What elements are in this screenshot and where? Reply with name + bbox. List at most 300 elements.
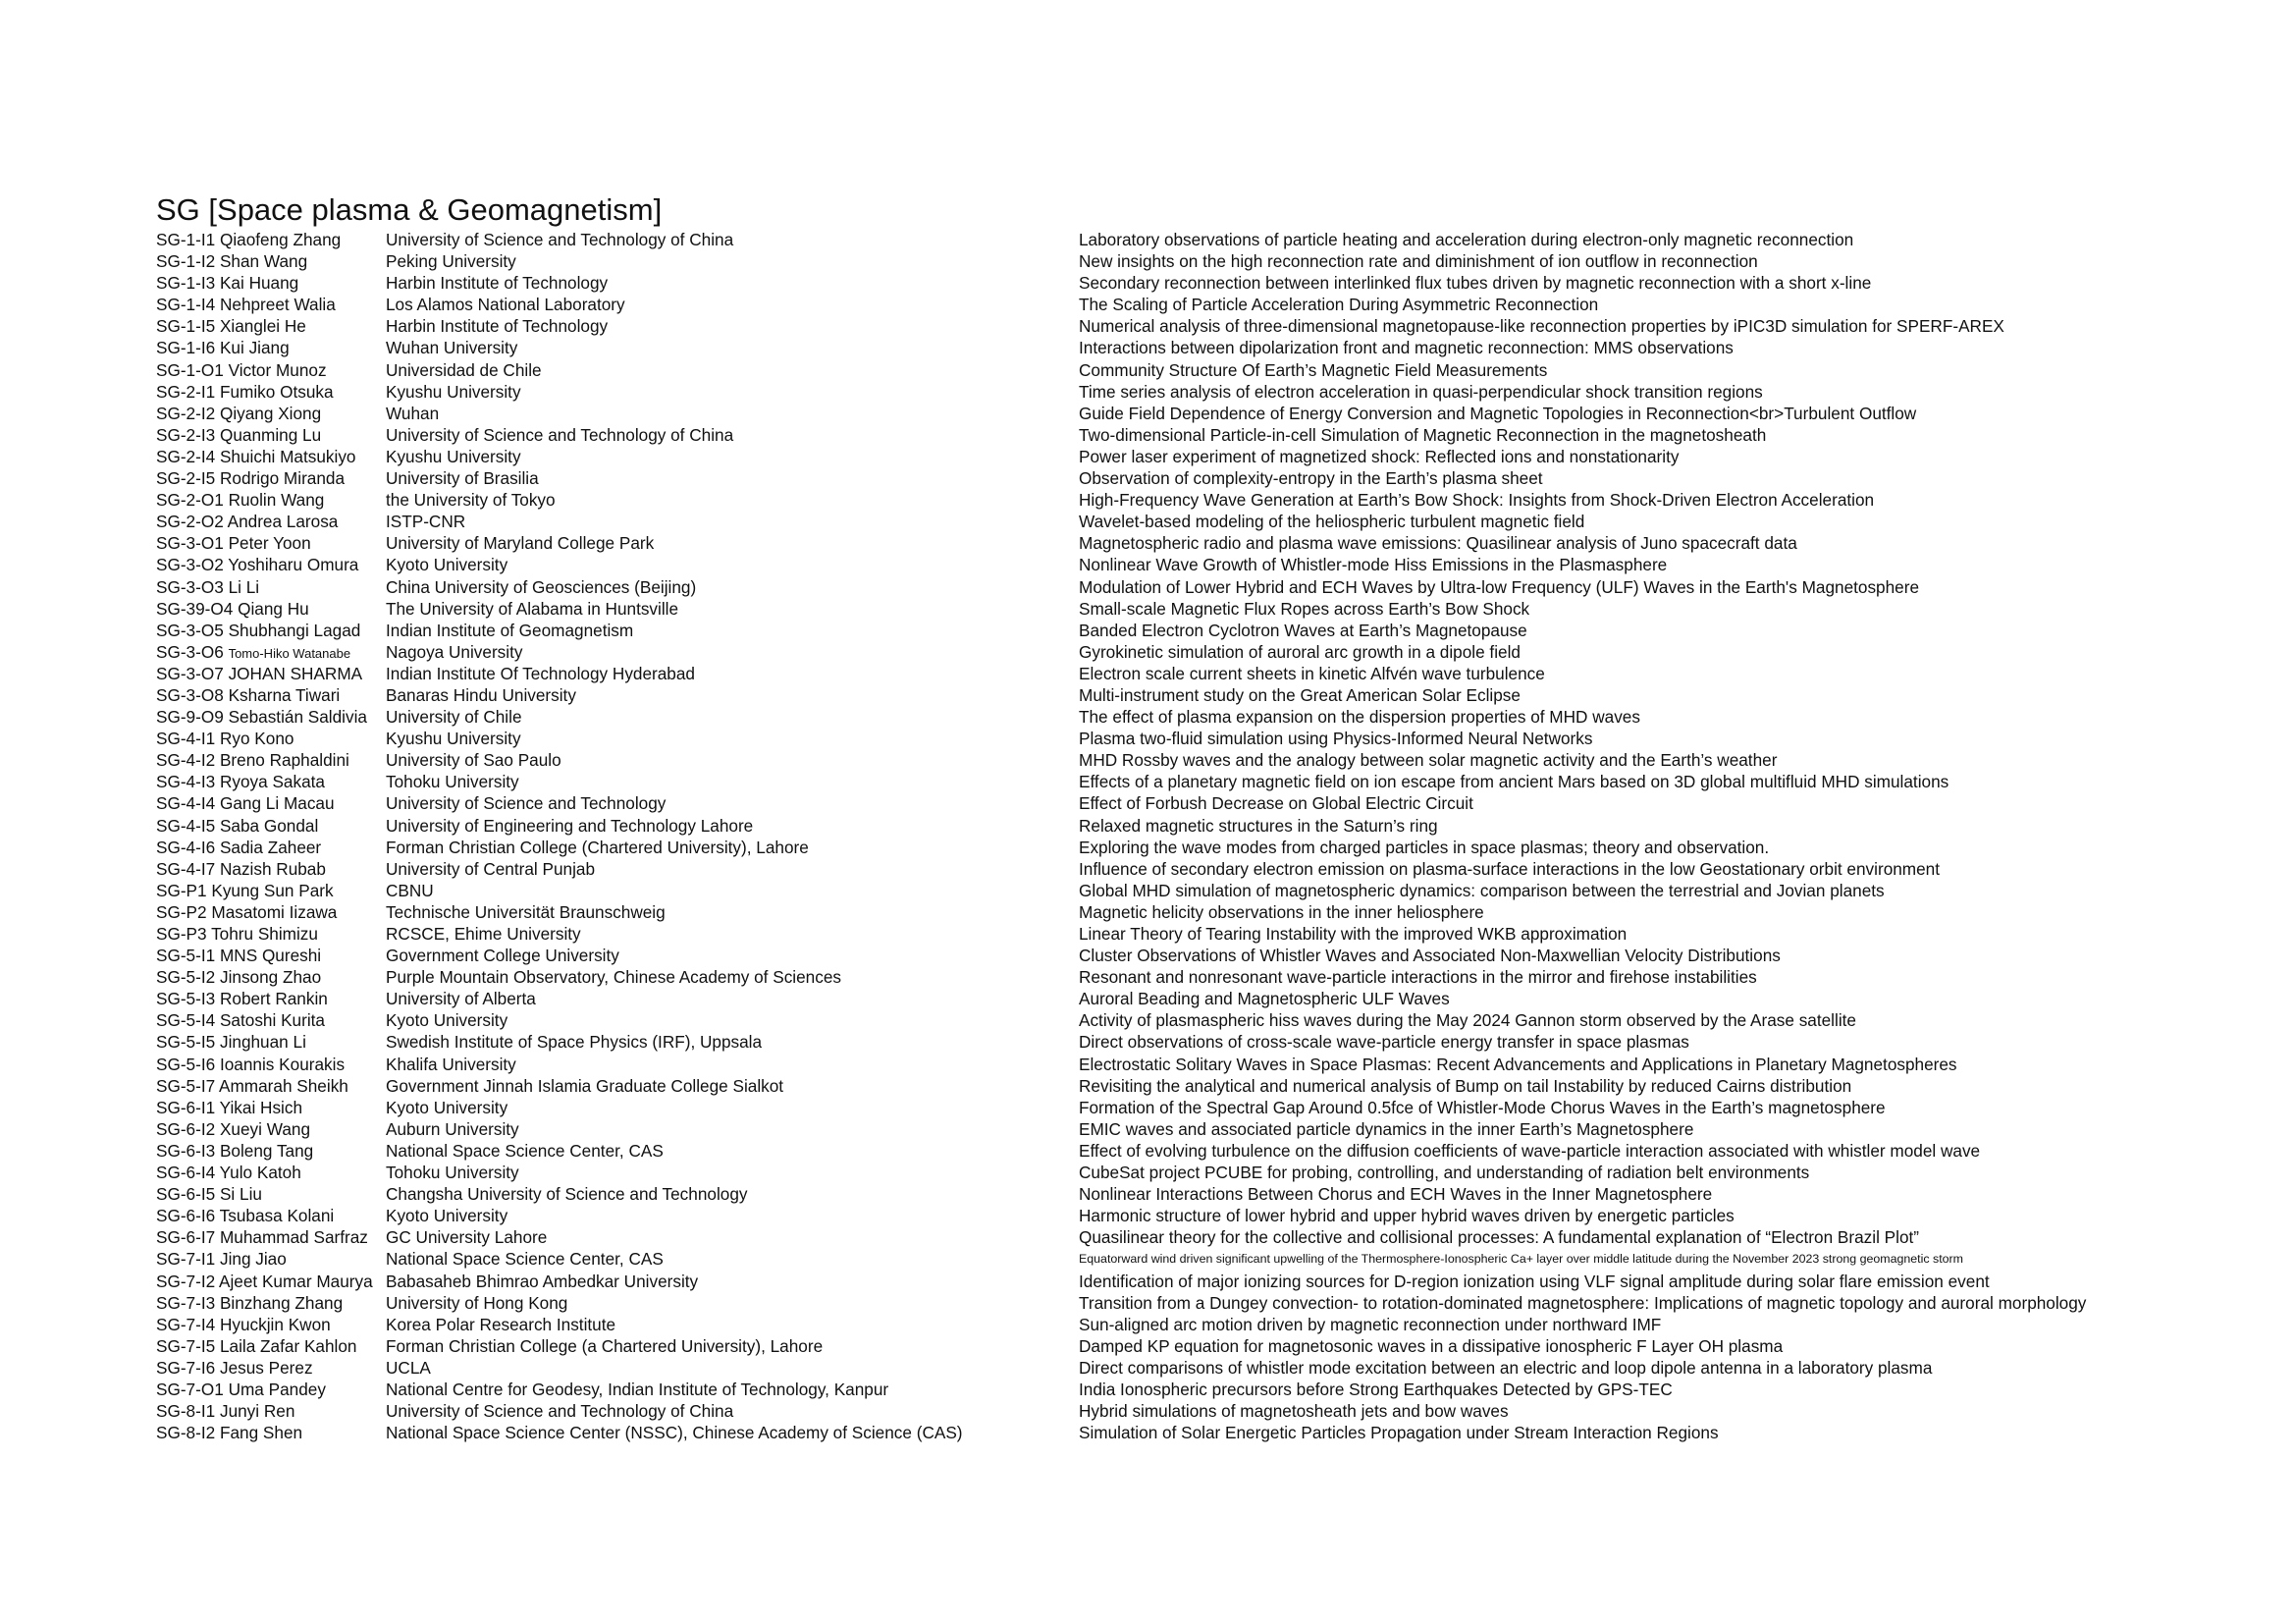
session-code: SG-3-O2 <box>156 555 224 575</box>
affiliation: Khalifa University <box>386 1054 516 1074</box>
session-code: SG-8-I1 <box>156 1401 216 1422</box>
entry-code-name <box>156 620 360 641</box>
entry-code-name <box>156 1357 313 1379</box>
affiliation: Technische Universität Braunschweig <box>386 901 666 922</box>
entry-code-name <box>156 446 355 467</box>
talk-title: Activity of plasmaspheric hiss waves during the May 2024 Gannon storm observed by the Arase satellite <box>1079 1010 1856 1031</box>
affiliation: Kyoto University <box>386 1010 508 1031</box>
talk-title: Two-dimensional Particle-in-cell Simulation of Magnetic Reconnection in the magnetosheath <box>1079 424 1767 445</box>
session-code: SG-5-I3 <box>156 989 216 1009</box>
session-code: SG-7-O1 <box>156 1379 224 1399</box>
speaker-name: MNS Qureshi <box>219 946 322 966</box>
entry-code-name <box>156 858 326 880</box>
affiliation: University of Engineering and Technology Lahore <box>386 815 754 836</box>
speaker-name: Masatomi Iizawa <box>211 901 338 922</box>
affiliation: Changsha University of Science and Technology <box>386 1184 748 1205</box>
talk-title: The effect of plasma expansion on the dispersion properties of MHD waves <box>1079 707 1640 728</box>
entry-code-name <box>156 1118 310 1140</box>
talk-title: Numerical analysis of three-dimensional magnetopause-like reconnection properties by iPIC3D simulation for SPERF-AREX <box>1079 316 2004 337</box>
entry-code-name <box>156 381 334 403</box>
affiliation: Forman Christian College (Chartered University), Lahore <box>386 837 809 857</box>
affiliation: The University of Alabama in Huntsville <box>386 598 679 619</box>
affiliation: University of Maryland College Park <box>386 533 655 554</box>
speaker-name: Sadia Zaheer <box>219 837 322 857</box>
entry-row <box>156 641 2276 663</box>
talk-title: Magnetic helicity observations in the inner heliosphere <box>1079 901 1484 922</box>
entry-code-name <box>156 880 334 901</box>
session-code: SG-6-I6 <box>156 1206 216 1226</box>
talk-title: Equatorward wind driven significant upwelling of the Thermosphere-Ionospheric Ca+ layer over middle latitude during the November 2023 strong geomagnetic storm <box>1079 1252 1963 1267</box>
entry-row <box>156 294 2276 315</box>
entry-code-name <box>156 1226 368 1248</box>
session-code: SG-4-I4 <box>156 793 216 814</box>
affiliation: Purple Mountain Observatory, Chinese Academy of Sciences <box>386 967 841 988</box>
speaker-name: Jesus Perez <box>219 1357 313 1378</box>
talk-title: Revisiting the analytical and numerical analysis of Bump on tail Instability by reduced Cairns distribution <box>1079 1075 1852 1096</box>
speaker-name: Gang Li Macau <box>219 793 335 814</box>
speaker-name: Ioannis Kourakis <box>219 1054 346 1074</box>
talk-title: Secondary reconnection between interlinked flux tubes driven by magnetic reconnection with a short x-line <box>1079 273 1872 294</box>
entry-code-name <box>156 229 341 250</box>
speaker-name: Tsubasa Kolani <box>219 1206 335 1226</box>
entry-code-name <box>156 1031 306 1053</box>
affiliation: Universidad de Chile <box>386 359 542 380</box>
session-code: SG-1-I2 <box>156 251 216 272</box>
entry-code-name <box>156 1162 301 1183</box>
talk-title: Cluster Observations of Whistler Waves and Associated Non-Maxwellian Velocity Distributions <box>1079 946 1781 966</box>
entry-code-name <box>156 250 307 272</box>
affiliation: University of Sao Paulo <box>386 750 561 771</box>
entry-code-name <box>156 901 337 923</box>
talk-title: Direct comparisons of whistler mode excitation between an electric and loop dipole antenna in a laboratory plasma <box>1079 1357 1933 1378</box>
entry-code-name <box>156 554 358 575</box>
entry-code-name <box>156 966 321 988</box>
speaker-name: JOHAN SHARMA <box>228 663 363 683</box>
entry-row <box>156 1075 2276 1097</box>
entry-code-name <box>156 294 336 315</box>
session-code: SG-2-O1 <box>156 490 224 511</box>
talk-title: Identification of major ionizing sources for D-region ionization using VLF signal amplitude during solar flare emission event <box>1079 1271 1990 1291</box>
affiliation: Kyushu University <box>386 446 521 466</box>
affiliation: UCLA <box>386 1357 431 1378</box>
entry-row <box>156 1357 2276 1379</box>
session-code: SG-1-I1 <box>156 230 216 249</box>
speaker-name: Tomo-Hiko Watanabe <box>228 645 351 661</box>
talk-title: The Scaling of Particle Acceleration During Asymmetric Reconnection <box>1079 295 1599 315</box>
talk-title: Transition from a Dungey convection- to rotation-dominated magnetosphere: Implications of magnetic topology and auroral morphology <box>1079 1292 2087 1313</box>
entry-row <box>156 684 2276 706</box>
speaker-name: Ruolin Wang <box>228 490 325 511</box>
affiliation: ISTP-CNR <box>386 512 466 532</box>
entry-code-name <box>156 706 367 728</box>
affiliation: Kyoto University <box>386 1097 508 1117</box>
affiliation: University of Science and Technology <box>386 793 667 814</box>
entry-row <box>156 554 2276 575</box>
session-code: SG-5-I6 <box>156 1054 216 1074</box>
session-code: SG-4-I5 <box>156 815 216 836</box>
entry-row <box>156 620 2276 641</box>
speaker-name: Fang Shen <box>219 1423 303 1443</box>
entry-code-name <box>156 1271 373 1292</box>
talk-title: Harmonic structure of lower hybrid and upper hybrid waves driven by energetic particles <box>1079 1206 1735 1226</box>
speaker-name: Shuichi Matsukiyo <box>219 446 356 466</box>
talk-title: Effect of evolving turbulence on the diffusion coefficients of wave-particle interaction associated with whistler model wave <box>1079 1140 1981 1161</box>
entry-code-name <box>156 1075 348 1097</box>
talk-title: Quasilinear theory for the collective and collisional processes: A fundamental explanation of “Electron Brazil Plot” <box>1079 1227 1920 1248</box>
affiliation: University of Hong Kong <box>386 1292 568 1313</box>
entry-row <box>156 1031 2276 1053</box>
session-code: SG-7-I4 <box>156 1314 216 1334</box>
speaker-name: Laila Zafar Kahlon <box>219 1335 357 1356</box>
affiliation: Swedish Institute of Space Physics (IRF), Uppsala <box>386 1032 763 1053</box>
entry-row <box>156 1335 2276 1357</box>
entry-row <box>156 467 2276 489</box>
speaker-name: Ammarah Sheikh <box>219 1075 348 1096</box>
session-code: SG-5-I1 <box>156 946 216 966</box>
talk-title: Hybrid simulations of magnetosheath jets and bow waves <box>1079 1401 1509 1422</box>
session-code: SG-2-I5 <box>156 468 216 489</box>
talk-title: Nonlinear Wave Growth of Whistler-mode Hiss Emissions in the Plasmasphere <box>1079 555 1668 575</box>
entry-code-name <box>156 749 349 771</box>
affiliation: Wuhan <box>386 403 440 423</box>
speaker-name: Hyuckjin Kwon <box>219 1314 331 1334</box>
talk-title: India Ionospheric precursors before Strong Earthquakes Detected by GPS-TEC <box>1079 1379 1673 1399</box>
session-code: SG-4-I3 <box>156 772 216 792</box>
session-code: SG-1-I3 <box>156 273 216 294</box>
entry-row <box>156 749 2276 771</box>
entry-row <box>156 272 2276 294</box>
talk-title: Power laser experiment of magnetized shock: Reflected ions and nonstationarity <box>1079 446 1680 466</box>
session-code: SG-3-O7 <box>156 663 224 683</box>
speaker-name: Kui Jiang <box>219 338 290 358</box>
talk-title: Effects of a planetary magnetic field on ion escape from ancient Mars based on 3D global multifluid MHD simulations <box>1079 772 1949 792</box>
speaker-name: Si Liu <box>219 1184 262 1205</box>
session-code: SG-7-I5 <box>156 1335 216 1356</box>
entry-row <box>156 1314 2276 1335</box>
session-code: SG-3-O3 <box>156 576 224 597</box>
entry-row <box>156 1097 2276 1118</box>
speaker-name: Sebastián Saldivia <box>228 707 367 728</box>
entry-row <box>156 359 2276 381</box>
speaker-name: Nazish Rubab <box>219 858 326 879</box>
entry-code-name <box>156 684 340 706</box>
talk-title: Modulation of Lower Hybrid and ECH Waves by Ultra-low Frequency (ULF) Waves in the Earth's Magnetosphere <box>1079 576 1920 597</box>
entry-code-name <box>156 532 311 554</box>
entry-row <box>156 598 2276 620</box>
entry-row <box>156 424 2276 446</box>
speaker-name: Victor Munoz <box>228 359 327 380</box>
entry-list <box>156 229 2276 1443</box>
talk-title: Time series analysis of electron acceleration in quasi-perpendicular shock transition regions <box>1079 381 1763 402</box>
talk-title: Multi-instrument study on the Great American Solar Eclipse <box>1079 684 1521 705</box>
talk-title: Interactions between dipolarization front and magnetic reconnection: MMS observations <box>1079 338 1734 358</box>
talk-title: MHD Rossby waves and the analogy between solar magnetic activity and the Earth’s weather <box>1079 750 1778 771</box>
session-code: SG-4-I7 <box>156 858 216 879</box>
entry-row <box>156 1118 2276 1140</box>
affiliation: Auburn University <box>386 1118 519 1139</box>
affiliation: Indian Institute Of Technology Hyderabad <box>386 663 695 683</box>
session-code: SG-1-I6 <box>156 338 216 358</box>
affiliation: Korea Polar Research Institute <box>386 1314 616 1334</box>
entry-row <box>156 337 2276 358</box>
session-code: SG-3-O8 <box>156 684 224 705</box>
affiliation: Tohoku University <box>386 772 519 792</box>
talk-title: Electron scale current sheets in kinetic Alfvén wave turbulence <box>1079 663 1545 683</box>
session-code: SG-P3 <box>156 924 207 944</box>
speaker-name: Xueyi Wang <box>219 1118 310 1139</box>
entry-code-name <box>156 1183 262 1205</box>
session-code: SG-7-I6 <box>156 1357 216 1378</box>
speaker-name: Shubhangi Lagad <box>228 620 361 640</box>
speaker-name: Kyung Sun Park <box>211 880 334 900</box>
session-code: SG-P2 <box>156 901 207 922</box>
speaker-name: Yikai Hsich <box>219 1097 303 1117</box>
entry-row <box>156 250 2276 272</box>
talk-title: Laboratory observations of particle heating and acceleration during electron-only magnetic reconnection <box>1079 230 1854 249</box>
entry-row <box>156 381 2276 403</box>
entry-row <box>156 837 2276 858</box>
affiliation: Harbin Institute of Technology <box>386 273 609 294</box>
entry-row <box>156 858 2276 880</box>
session-code: SG-6-I7 <box>156 1227 216 1248</box>
affiliation: Kyushu University <box>386 381 521 402</box>
entry-code-name <box>156 1292 343 1314</box>
talk-title: Observation of complexity-entropy in the Earth’s plasma sheet <box>1079 468 1543 489</box>
entry-code-name <box>156 792 335 814</box>
speaker-name: Yulo Katoh <box>219 1163 301 1183</box>
entry-row <box>156 966 2276 988</box>
speaker-name: Ryo Kono <box>219 729 294 749</box>
speaker-name: Xianglei He <box>219 316 306 337</box>
entry-row <box>156 532 2276 554</box>
talk-title: Simulation of Solar Energetic Particles Propagation under Stream Interaction Regions <box>1079 1423 1719 1443</box>
entry-code-name <box>156 1205 334 1226</box>
session-code: SG-6-I3 <box>156 1140 216 1161</box>
entry-code-name <box>156 1054 345 1075</box>
affiliation: National Space Science Center, CAS <box>386 1249 664 1270</box>
affiliation: Government Jinnah Islamia Graduate College Sialkot <box>386 1075 784 1096</box>
affiliation: Wuhan University <box>386 338 518 358</box>
entry-row <box>156 1422 2276 1443</box>
speaker-name: Jinghuan Li <box>219 1032 306 1053</box>
session-code: SG-6-I5 <box>156 1184 216 1205</box>
affiliation: University of Science and Technology of China <box>386 230 734 249</box>
entry-code-name <box>156 598 309 620</box>
entry-code-name <box>156 1335 356 1357</box>
session-code: SG-2-I1 <box>156 381 216 402</box>
talk-title: Damped KP equation for magnetosonic waves in a dissipative ionospheric F Layer OH plasma <box>1079 1335 1784 1356</box>
speaker-name: Qiang Hu <box>238 598 309 619</box>
entry-row <box>156 1009 2276 1031</box>
session-code: SG-5-I7 <box>156 1075 216 1096</box>
affiliation: Los Alamos National Laboratory <box>386 295 625 315</box>
talk-title: Formation of the Spectral Gap Around 0.5fce of Whistler-Mode Chorus Waves in the Earth’s magnetosphere <box>1079 1097 1886 1117</box>
affiliation: RCSCE, Ehime University <box>386 924 581 944</box>
session-code: SG-7-I3 <box>156 1292 216 1313</box>
speaker-name: Ryoya Sakata <box>219 772 325 792</box>
speaker-name: Nehpreet Walia <box>219 295 336 315</box>
affiliation: Indian Institute of Geomagnetism <box>386 620 634 640</box>
entry-code-name <box>156 815 318 837</box>
speaker-name: Tohru Shimizu <box>211 924 318 944</box>
session-code: SG-6-I1 <box>156 1097 216 1117</box>
entry-code-name <box>156 359 327 381</box>
entry-code-name <box>156 663 362 684</box>
session-code: SG-2-I3 <box>156 424 216 445</box>
speaker-name: Andrea Larosa <box>227 512 339 532</box>
entry-row <box>156 1400 2276 1422</box>
session-code: SG-3-O5 <box>156 620 224 640</box>
affiliation: Kyoto University <box>386 1206 508 1226</box>
entry-code-name <box>156 489 324 511</box>
speaker-name: Shan Wang <box>219 251 308 272</box>
talk-title: Effect of Forbush Decrease on Global Electric Circuit <box>1079 793 1473 814</box>
session-code: SG-4-I6 <box>156 837 216 857</box>
speaker-name: Peter Yoon <box>228 533 311 554</box>
entry-row <box>156 923 2276 945</box>
speaker-name: Quanming Lu <box>219 424 322 445</box>
affiliation: Forman Christian College (a Chartered University), Lahore <box>386 1335 824 1356</box>
talk-title: Influence of secondary electron emission on plasma-surface interactions in the low Geostationary orbit environment <box>1079 858 1941 879</box>
speaker-name: Rodrigo Miranda <box>219 468 346 489</box>
affiliation: University of Brasilia <box>386 468 539 489</box>
speaker-name: Yoshiharu Omura <box>228 555 359 575</box>
entry-code-name <box>156 272 298 294</box>
session-code: SG-8-I2 <box>156 1423 216 1443</box>
talk-title: Relaxed magnetic structures in the Saturn’s ring <box>1079 815 1438 836</box>
entry-row <box>156 315 2276 337</box>
entry-row <box>156 945 2276 966</box>
entry-code-name <box>156 315 306 337</box>
entry-row <box>156 663 2276 684</box>
affiliation: University of Chile <box>386 707 522 728</box>
talk-title: Sun-aligned arc motion driven by magnetic reconnection under northward IMF <box>1079 1314 1662 1334</box>
speaker-name: Jing Jiao <box>219 1249 287 1270</box>
session-code: SG-5-I5 <box>156 1032 216 1053</box>
session-code: SG-5-I2 <box>156 967 216 988</box>
session-code: SG-9-O9 <box>156 707 224 728</box>
session-code: SG-1-I4 <box>156 295 216 315</box>
entry-row <box>156 1140 2276 1162</box>
session-code: SG-5-I4 <box>156 1010 216 1031</box>
entry-row <box>156 815 2276 837</box>
entry-code-name <box>156 771 325 792</box>
entry-row <box>156 1271 2276 1292</box>
entry-row <box>156 1292 2276 1314</box>
affiliation: Nagoya University <box>386 641 523 662</box>
session-code: SG-P1 <box>156 880 207 900</box>
talk-title: Direct observations of cross-scale wave-particle energy transfer in space plasmas <box>1079 1032 1689 1053</box>
entry-row <box>156 446 2276 467</box>
entry-row <box>156 706 2276 728</box>
entry-row <box>156 511 2276 532</box>
session-code: SG-4-I2 <box>156 750 216 771</box>
speaker-name: Breno Raphaldini <box>219 750 349 771</box>
talk-title: Global MHD simulation of magnetospheric dynamics: comparison between the terrestrial and Jovian planets <box>1079 880 1885 900</box>
entry-code-name <box>156 1314 331 1335</box>
speaker-name: Qiaofeng Zhang <box>219 230 342 249</box>
entry-code-name <box>156 923 318 945</box>
speaker-name: Muhammad Sarfraz <box>219 1227 368 1248</box>
speaker-name: Binzhang Zhang <box>219 1292 344 1313</box>
session-code: SG-2-I2 <box>156 403 216 423</box>
affiliation: Kyushu University <box>386 729 521 749</box>
entry-code-name <box>156 945 321 966</box>
entry-row <box>156 1205 2276 1226</box>
affiliation: CBNU <box>386 880 434 900</box>
entry-code-name <box>156 728 294 749</box>
affiliation: Tohoku University <box>386 1163 519 1183</box>
affiliation: National Space Science Center, CAS <box>386 1140 664 1161</box>
entry-row <box>156 988 2276 1009</box>
entry-row <box>156 728 2276 749</box>
speaker-name: Li Li <box>228 576 260 597</box>
entry-row <box>156 1379 2276 1400</box>
affiliation: Banaras Hindu University <box>386 684 576 705</box>
talk-title: Guide Field Dependence of Energy Conversion and Magnetic Topologies in Reconnection<br>Turbulent Outflow <box>1079 403 1917 423</box>
speaker-name: Saba Gondal <box>219 815 319 836</box>
affiliation: University of Alberta <box>386 989 536 1009</box>
talk-title: EMIC waves and associated particle dynamics in the inner Earth’s Magnetosphere <box>1079 1118 1694 1139</box>
speaker-name: Junyi Ren <box>219 1401 295 1422</box>
affiliation: University of Science and Technology of China <box>386 424 734 445</box>
affiliation: National Centre for Geodesy, Indian Institute of Technology, Kanpur <box>386 1379 889 1399</box>
entry-row <box>156 1162 2276 1183</box>
entry-code-name <box>156 403 321 424</box>
talk-title: Small-scale Magnetic Flux Ropes across Earth’s Bow Shock <box>1079 598 1530 619</box>
talk-title: Banded Electron Cyclotron Waves at Earth’s Magnetopause <box>1079 620 1527 640</box>
talk-title: CubeSat project PCUBE for probing, controlling, and understanding of radiation belt environments <box>1079 1163 1810 1183</box>
speaker-name: Qiyang Xiong <box>219 403 322 423</box>
session-code: SG-3-O6 <box>156 641 224 662</box>
speaker-name: Ajeet Kumar Maurya <box>219 1271 373 1291</box>
entry-code-name <box>156 337 290 358</box>
entry-code-name <box>156 837 321 858</box>
speaker-name: Ksharna Tiwari <box>228 684 341 705</box>
entry-row <box>156 792 2276 814</box>
session-code: SG-7-I2 <box>156 1271 216 1291</box>
talk-title: Magnetospheric radio and plasma wave emissions: Quasilinear analysis of Juno spacecraft data <box>1079 533 1797 554</box>
entry-code-name <box>156 641 350 665</box>
program-sheet <box>156 192 2276 1443</box>
talk-title: New insights on the high reconnection rate and diminishment of ion outflow in reconnection <box>1079 251 1758 272</box>
entry-row <box>156 880 2276 901</box>
entry-row <box>156 576 2276 598</box>
session-code: SG-3-O1 <box>156 533 224 554</box>
affiliation: Government College University <box>386 946 619 966</box>
entry-code-name <box>156 1400 294 1422</box>
entry-code-name <box>156 1248 287 1270</box>
talk-title: Nonlinear Interactions Between Chorus and ECH Waves in the Inner Magnetosphere <box>1079 1184 1713 1205</box>
entry-row <box>156 1248 2276 1270</box>
entry-row <box>156 1054 2276 1075</box>
talk-title: High-Frequency Wave Generation at Earth’s Bow Shock: Insights from Shock-Driven Electron Acceleration <box>1079 490 1875 511</box>
affiliation: University of Central Punjab <box>386 858 596 879</box>
entry-code-name <box>156 1140 313 1162</box>
affiliation: National Space Science Center (NSSC), Chinese Academy of Science (CAS) <box>386 1423 963 1443</box>
speaker-name: Fumiko Otsuka <box>219 381 334 402</box>
section-title: SG [Space plasma & Geomagnetism] <box>156 192 663 227</box>
entry-row <box>156 771 2276 792</box>
talk-title: Linear Theory of Tearing Instability with the improved WKB approximation <box>1079 924 1628 944</box>
affiliation: Babasaheb Bhimrao Ambedkar University <box>386 1271 699 1291</box>
entry-row <box>156 901 2276 923</box>
entry-code-name <box>156 1379 326 1400</box>
entry-code-name <box>156 1422 302 1443</box>
talk-title: Auroral Beading and Magnetospheric ULF Waves <box>1079 989 1450 1009</box>
session-code: SG-1-I5 <box>156 316 216 337</box>
affiliation: Harbin Institute of Technology <box>386 316 609 337</box>
